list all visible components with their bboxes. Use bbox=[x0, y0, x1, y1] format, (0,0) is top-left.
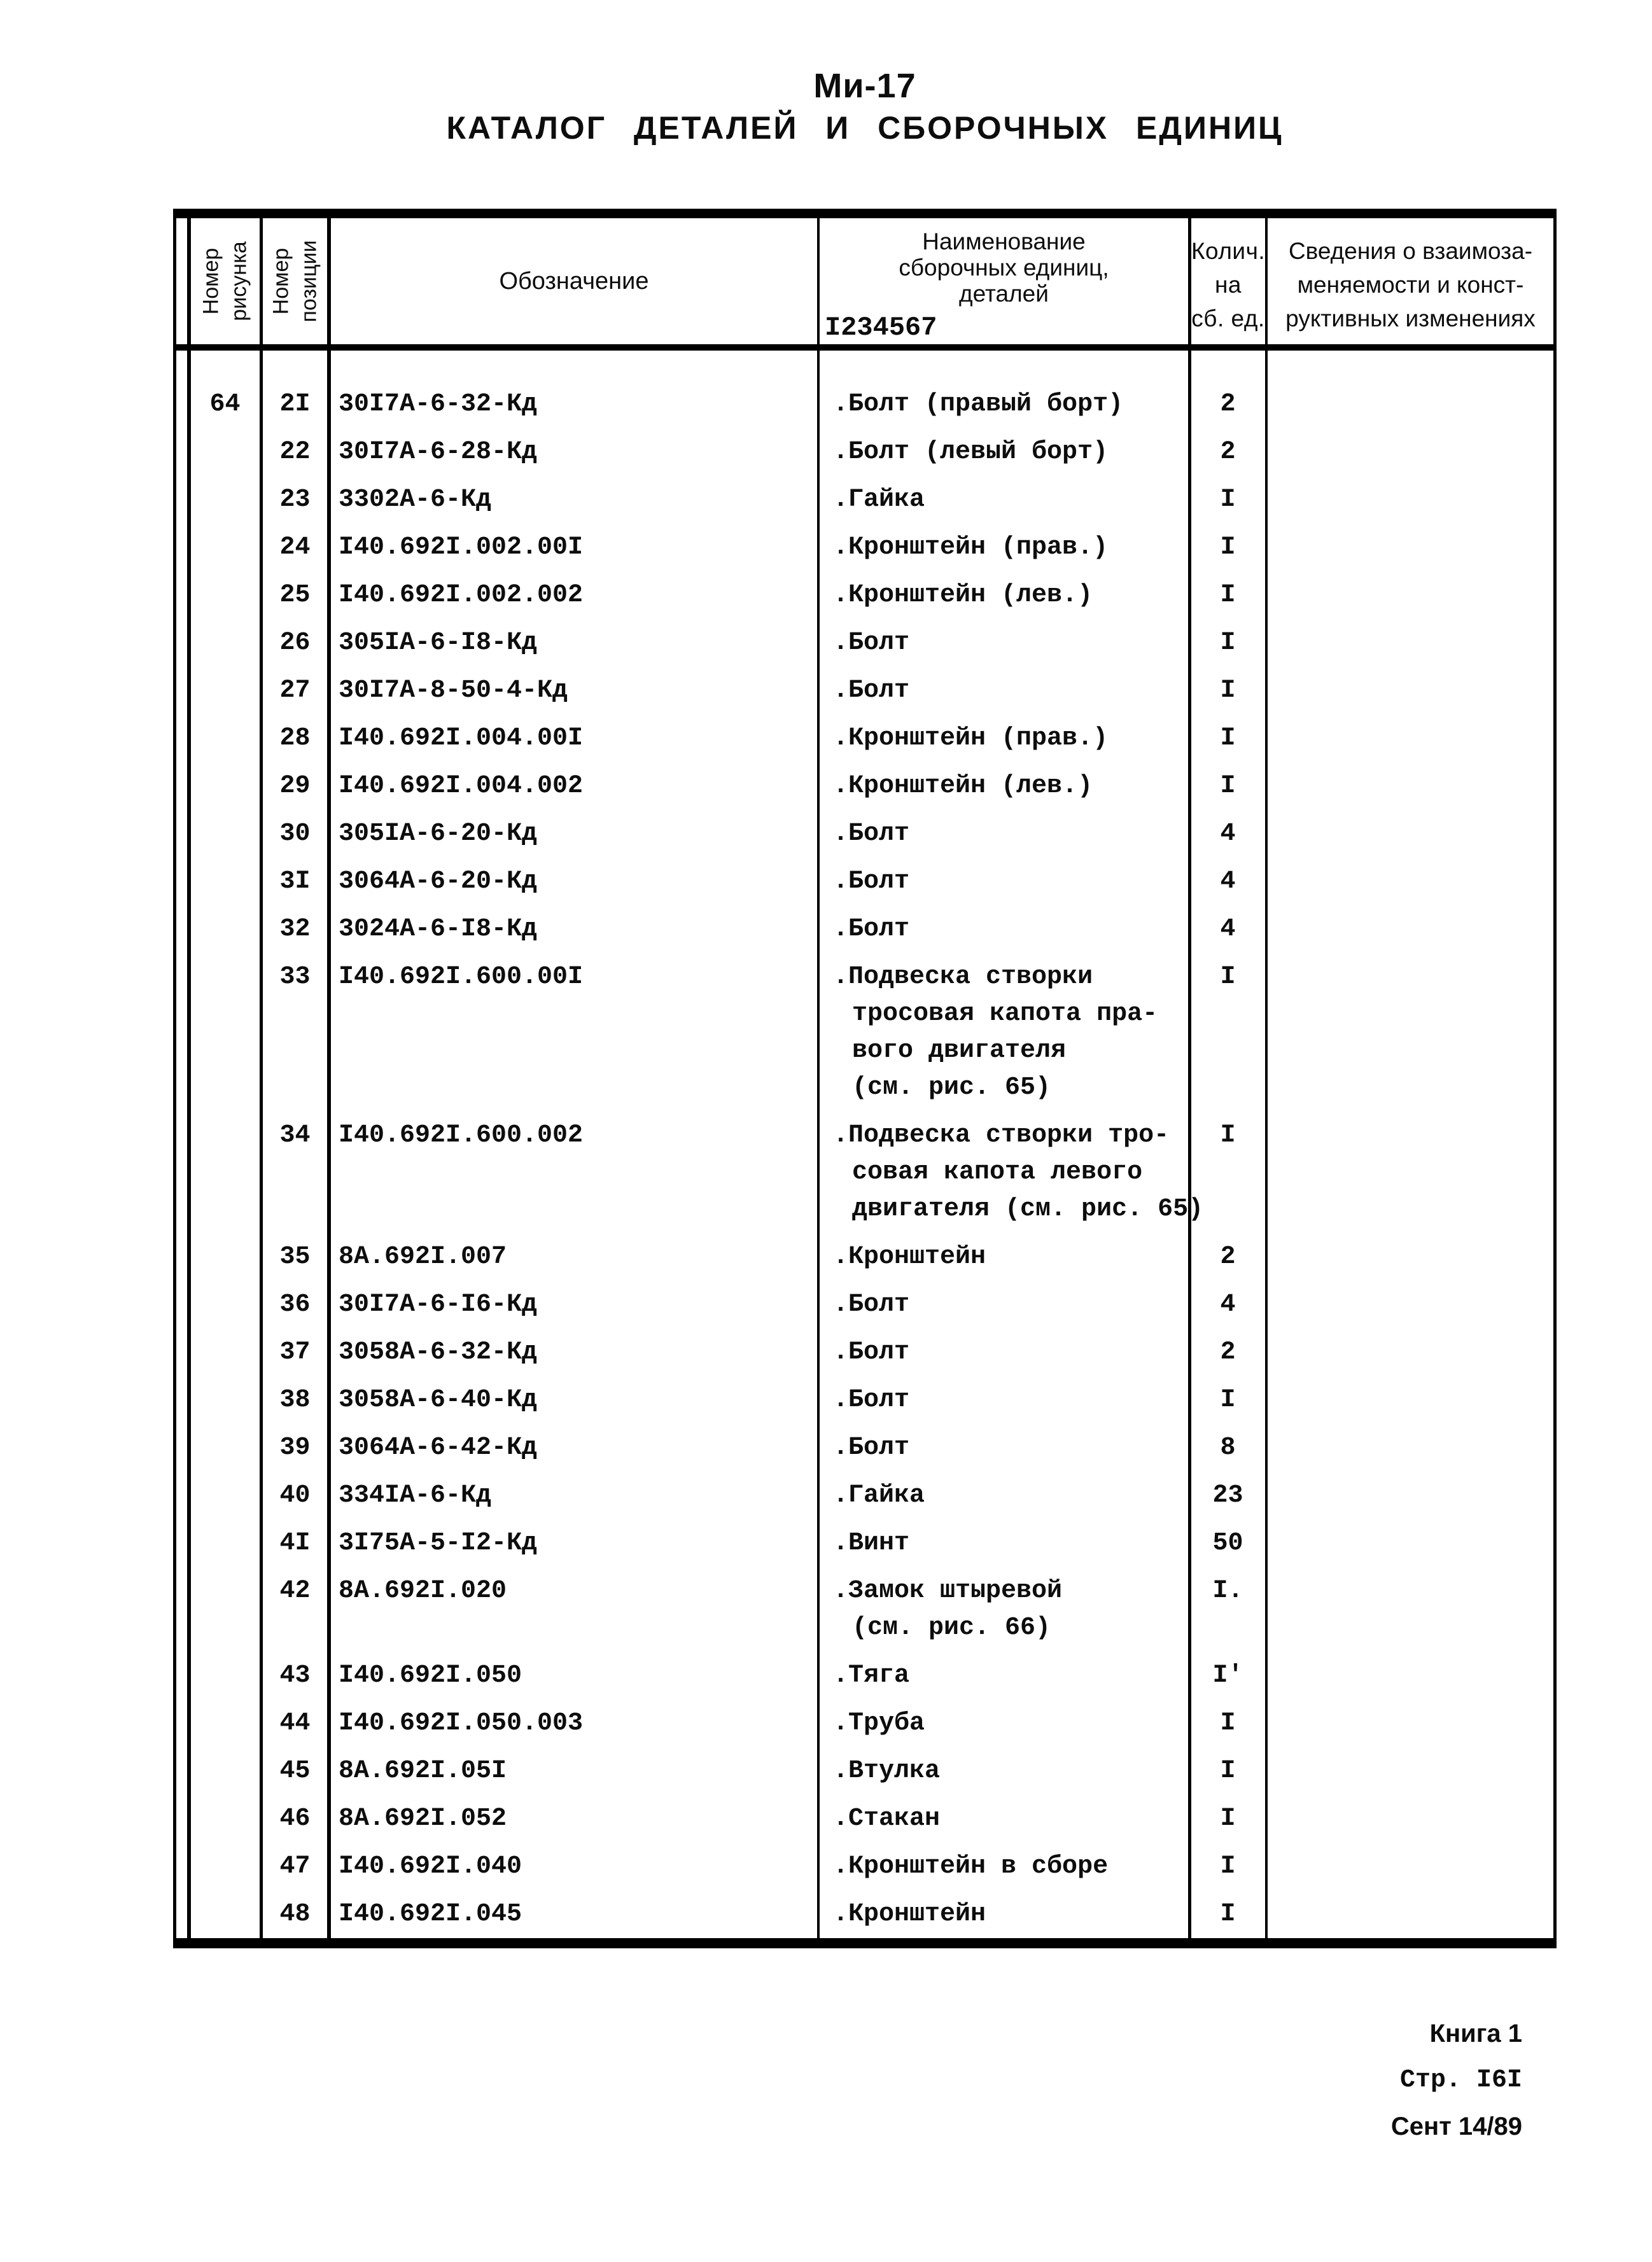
name-line: .Болт (правый борт) bbox=[833, 390, 1124, 419]
cell-position-number: 38 bbox=[279, 1386, 311, 1414]
cell-name bbox=[833, 1848, 1188, 1885]
cell-name bbox=[833, 1573, 1188, 1647]
header-quantity-line2: на bbox=[1214, 272, 1242, 298]
table-row bbox=[173, 1422, 1557, 1470]
cell-figure-number: 64 bbox=[209, 390, 241, 419]
name-line: совая капота левого bbox=[852, 1158, 1143, 1187]
cell-name bbox=[833, 1525, 1188, 1562]
table-row bbox=[173, 1698, 1557, 1745]
cell-designation: I40.692I.050.003 bbox=[339, 1709, 584, 1738]
cell-position-number: 48 bbox=[279, 1900, 311, 1929]
table-row bbox=[173, 426, 1557, 474]
name-line: .Кронштейн (лев.) bbox=[833, 581, 1093, 610]
cell-designation: 3I75А-5-I2-Кд bbox=[339, 1529, 538, 1558]
table-border-bottom bbox=[173, 1938, 1557, 1948]
rotated-label-wrap bbox=[191, 218, 260, 344]
cell-position-number: 43 bbox=[279, 1661, 311, 1690]
cell-position-number: 23 bbox=[279, 485, 311, 514]
name-line: вого двигателя bbox=[852, 1037, 1067, 1065]
header-notes-line2: меняемости и конст- bbox=[1297, 272, 1524, 298]
table-row bbox=[173, 665, 1557, 713]
cell-name bbox=[833, 673, 1188, 709]
table-row bbox=[173, 1745, 1557, 1793]
name-line: .Болт (левый борт) bbox=[833, 438, 1109, 466]
cell-name bbox=[833, 1382, 1188, 1419]
name-line: .Замок штыревой bbox=[833, 1577, 1063, 1605]
table-row bbox=[173, 617, 1557, 665]
name-line: .Подвеска створки bbox=[833, 963, 1093, 991]
cell-name bbox=[833, 959, 1188, 1107]
header-position-number bbox=[263, 218, 327, 344]
cell-position-number: 46 bbox=[279, 1805, 311, 1833]
cell-position-number: 37 bbox=[279, 1338, 311, 1367]
cell-quantity: 4 bbox=[1220, 1290, 1236, 1319]
cell-quantity: I bbox=[1220, 1757, 1236, 1785]
page-footer bbox=[1391, 2011, 1522, 2150]
header-designation-label: Обозначение bbox=[499, 267, 649, 295]
cell-position-number: 44 bbox=[279, 1709, 311, 1738]
rotated-label-wrap bbox=[263, 218, 327, 344]
cell-name bbox=[833, 1477, 1188, 1514]
name-line: тросовая капота пра- bbox=[852, 1000, 1158, 1028]
cell-position-number: 26 bbox=[279, 629, 311, 657]
name-line: .Кронштейн (прав.) bbox=[833, 533, 1109, 562]
header-notes-line3: руктивных изменениях bbox=[1285, 305, 1536, 332]
cell-position-number: 33 bbox=[279, 963, 311, 991]
table-row bbox=[173, 1650, 1557, 1698]
cell-quantity: 23 bbox=[1212, 1481, 1243, 1510]
header-designation bbox=[331, 218, 817, 344]
cell-name bbox=[833, 1801, 1188, 1838]
table-row bbox=[173, 1110, 1557, 1231]
name-line: .Тяга bbox=[833, 1661, 910, 1690]
cell-quantity: 50 bbox=[1212, 1529, 1243, 1558]
cell-name bbox=[833, 911, 1188, 948]
name-line: .Болт bbox=[833, 676, 910, 705]
cell-quantity: 2 bbox=[1220, 1338, 1236, 1367]
cell-quantity: 4 bbox=[1220, 915, 1236, 944]
cell-position-number: 40 bbox=[279, 1481, 311, 1510]
cell-quantity: I bbox=[1220, 676, 1236, 705]
cell-designation: 3064А-6-20-Кд bbox=[339, 867, 538, 896]
cell-designation: I40.692I.002.00I bbox=[339, 533, 584, 562]
cell-quantity: I bbox=[1220, 1121, 1236, 1150]
cell-quantity: I bbox=[1220, 485, 1236, 514]
name-line: .Стакан bbox=[833, 1805, 941, 1833]
cell-designation: 30I7А-6-I6-Кд bbox=[339, 1290, 538, 1319]
name-line: .Труба bbox=[833, 1709, 925, 1738]
cell-name bbox=[833, 1896, 1188, 1933]
cell-designation: 3064А-6-42-Кд bbox=[339, 1434, 538, 1462]
name-line: .Гайка bbox=[833, 485, 925, 514]
cell-designation: 30I7А-6-32-Кд bbox=[339, 390, 538, 419]
cell-name bbox=[833, 1117, 1204, 1228]
table-row bbox=[173, 1841, 1557, 1888]
cell-designation: 3024А-6-I8-Кд bbox=[339, 915, 538, 944]
cell-designation: 3302А-6-Кд bbox=[339, 485, 492, 514]
cell-quantity: 2 bbox=[1220, 390, 1236, 419]
header-code-note: I234567 bbox=[825, 312, 937, 343]
table-row bbox=[173, 904, 1557, 951]
cell-designation: 3058А-6-40-Кд bbox=[339, 1386, 538, 1414]
name-line: .Кронштейн (лев.) bbox=[833, 772, 1093, 800]
table-row bbox=[173, 951, 1557, 1110]
cell-quantity: 2 bbox=[1220, 438, 1236, 466]
name-line: .Кронштейн в сборе bbox=[833, 1852, 1109, 1881]
cell-name bbox=[833, 1430, 1188, 1467]
cell-name bbox=[833, 768, 1188, 805]
cell-position-number: 29 bbox=[279, 772, 311, 800]
table-row bbox=[173, 856, 1557, 904]
table-row bbox=[173, 713, 1557, 760]
cell-quantity: 4 bbox=[1220, 820, 1236, 848]
name-line: .Кронштейн bbox=[833, 1243, 986, 1271]
cell-name bbox=[833, 1287, 1188, 1323]
cell-quantity: I. bbox=[1212, 1577, 1243, 1605]
cell-designation: 8А.692I.05I bbox=[339, 1757, 507, 1785]
cell-position-number: 28 bbox=[279, 724, 311, 753]
table-header bbox=[173, 218, 1557, 344]
name-line: .Винт bbox=[833, 1529, 910, 1558]
header-name bbox=[820, 218, 1188, 344]
cell-designation: 30I7А-8-50-4-Кд bbox=[339, 676, 568, 705]
cell-designation: 8А.692I.007 bbox=[339, 1243, 507, 1271]
cell-position-number: 32 bbox=[279, 915, 311, 944]
name-line: .Болт bbox=[833, 1434, 910, 1462]
cell-quantity: I bbox=[1220, 581, 1236, 610]
table-row bbox=[173, 1518, 1557, 1565]
doc-title: Ми-17 bbox=[813, 67, 916, 105]
name-line: .Болт bbox=[833, 1338, 910, 1367]
cell-designation: I40.692I.050 bbox=[339, 1661, 522, 1690]
name-line: (см. рис. 66) bbox=[852, 1614, 1051, 1642]
table-row bbox=[173, 569, 1557, 617]
cell-position-number: 22 bbox=[279, 438, 311, 466]
name-line: двигателя (см. рис. 65) bbox=[852, 1195, 1204, 1224]
cell-quantity: I bbox=[1220, 533, 1236, 562]
name-line: .Подвеска створки тро- bbox=[833, 1121, 1170, 1150]
name-line: .Болт bbox=[833, 867, 910, 896]
cell-position-number: 39 bbox=[279, 1434, 311, 1462]
header-name-line3: деталей bbox=[959, 281, 1049, 307]
cell-designation: I40.692I.600.00I bbox=[339, 963, 584, 991]
table-row bbox=[173, 474, 1557, 522]
cell-designation: I40.692I.004.002 bbox=[339, 772, 584, 800]
name-line: .Болт bbox=[833, 1386, 910, 1414]
cell-position-number: 35 bbox=[279, 1243, 311, 1271]
cell-position-number: 25 bbox=[279, 581, 311, 610]
header-quantity-line3: сб. ед. bbox=[1191, 305, 1265, 332]
cell-quantity: I bbox=[1220, 724, 1236, 753]
header-position-line2: позиции bbox=[297, 240, 321, 323]
cell-name bbox=[833, 1705, 1188, 1742]
name-line: .Болт bbox=[833, 820, 910, 848]
name-line: (см. рис. 65) bbox=[852, 1073, 1051, 1102]
cell-designation: I40.692I.040 bbox=[339, 1852, 522, 1881]
cell-position-number: 30 bbox=[279, 820, 311, 848]
cell-name bbox=[833, 1239, 1188, 1276]
cell-position-number: 24 bbox=[279, 533, 311, 562]
table-row bbox=[173, 1231, 1557, 1279]
cell-quantity: I bbox=[1220, 629, 1236, 657]
table-border-top bbox=[173, 209, 1557, 218]
cell-designation: 8А.692I.020 bbox=[339, 1577, 507, 1605]
table-row bbox=[173, 379, 1557, 426]
cell-quantity: I bbox=[1220, 772, 1236, 800]
name-line: .Болт bbox=[833, 629, 910, 657]
cell-designation: I40.692I.004.00I bbox=[339, 724, 584, 753]
cell-quantity: I bbox=[1220, 1852, 1236, 1881]
header-notes-line1: Сведения о взаимоза- bbox=[1288, 238, 1533, 264]
table-row bbox=[173, 1793, 1557, 1841]
header-notes bbox=[1268, 218, 1553, 344]
cell-position-number: 4I bbox=[279, 1529, 311, 1558]
name-line: .Кронштейн (прав.) bbox=[833, 724, 1109, 753]
header-position-line1: Номер bbox=[269, 248, 293, 315]
header-figure-number bbox=[191, 218, 260, 344]
table-row bbox=[173, 1327, 1557, 1374]
doc-subtitle: КАТАЛОГ ДЕТАЛЕЙ И СБОРОЧНЫХ ЕДИНИЦ bbox=[446, 110, 1284, 146]
cell-name bbox=[833, 720, 1188, 757]
name-line: .Гайка bbox=[833, 1481, 925, 1510]
cell-designation: I40.692I.002.002 bbox=[339, 581, 584, 610]
cell-designation: 334IА-6-Кд bbox=[339, 1481, 492, 1510]
footer-page: Стр. I6I bbox=[1399, 2066, 1522, 2095]
cell-name bbox=[833, 816, 1188, 853]
name-line: .Болт bbox=[833, 1290, 910, 1319]
header-name-line1: Наименование bbox=[922, 228, 1086, 255]
cell-designation: 305IА-6-20-Кд bbox=[339, 820, 538, 848]
cell-quantity: I bbox=[1220, 1386, 1236, 1414]
cell-quantity: I bbox=[1220, 963, 1236, 991]
header-figure-line1: Номер bbox=[199, 248, 223, 315]
cell-name bbox=[833, 1753, 1188, 1790]
parts-table bbox=[173, 205, 1557, 1948]
cell-position-number: 47 bbox=[279, 1852, 311, 1881]
header-quantity bbox=[1191, 218, 1265, 344]
cell-designation: I40.692I.600.002 bbox=[339, 1121, 584, 1150]
cell-position-number: 3I bbox=[279, 867, 311, 896]
cell-quantity: I' bbox=[1212, 1661, 1243, 1690]
table-body bbox=[173, 351, 1557, 1936]
table-row bbox=[173, 1470, 1557, 1518]
cell-name bbox=[833, 1334, 1188, 1371]
cell-name bbox=[833, 577, 1188, 614]
cell-quantity: 8 bbox=[1220, 1434, 1236, 1462]
cell-quantity: I bbox=[1220, 1900, 1236, 1929]
cell-name bbox=[833, 386, 1188, 423]
cell-designation: 3058А-6-32-Кд bbox=[339, 1338, 538, 1367]
header-name-line2: сборочных единиц, bbox=[899, 255, 1109, 281]
name-line: .Втулка bbox=[833, 1757, 941, 1785]
cell-name bbox=[833, 1658, 1188, 1694]
cell-position-number: 27 bbox=[279, 676, 311, 705]
cell-name bbox=[833, 529, 1188, 566]
cell-quantity: I bbox=[1220, 1709, 1236, 1738]
cell-quantity: 4 bbox=[1220, 867, 1236, 896]
name-line: .Болт bbox=[833, 915, 910, 944]
cell-designation: 8А.692I.052 bbox=[339, 1805, 507, 1833]
header-quantity-line1: Колич. bbox=[1191, 238, 1266, 264]
cell-name bbox=[833, 625, 1188, 662]
table-row bbox=[173, 1565, 1557, 1650]
cell-designation: I40.692I.045 bbox=[339, 1900, 522, 1929]
table-row bbox=[173, 522, 1557, 569]
table-header-divider bbox=[173, 344, 1557, 351]
cell-quantity: I bbox=[1220, 1805, 1236, 1833]
footer-book: Книга 1 bbox=[1429, 2020, 1522, 2048]
table-row bbox=[173, 1279, 1557, 1327]
cell-position-number: 34 bbox=[279, 1121, 311, 1150]
cell-name bbox=[833, 863, 1188, 900]
cell-quantity: 2 bbox=[1220, 1243, 1236, 1271]
cell-name bbox=[833, 434, 1188, 471]
cell-name bbox=[833, 482, 1188, 519]
cell-designation: 305IА-6-I8-Кд bbox=[339, 629, 538, 657]
cell-position-number: 36 bbox=[279, 1290, 311, 1319]
table-row bbox=[173, 1374, 1557, 1422]
cell-designation: 30I7А-6-28-Кд bbox=[339, 438, 538, 466]
table-row bbox=[173, 760, 1557, 808]
footer-date: Сент 14/89 bbox=[1390, 2112, 1522, 2140]
cell-position-number: 2I bbox=[279, 390, 311, 419]
cell-position-number: 42 bbox=[279, 1577, 311, 1605]
table-row bbox=[173, 1888, 1557, 1936]
name-line: .Кронштейн bbox=[833, 1900, 986, 1929]
header-figure-line2: рисунка bbox=[227, 241, 251, 321]
cell-position-number: 45 bbox=[279, 1757, 311, 1785]
table-row bbox=[173, 808, 1557, 856]
